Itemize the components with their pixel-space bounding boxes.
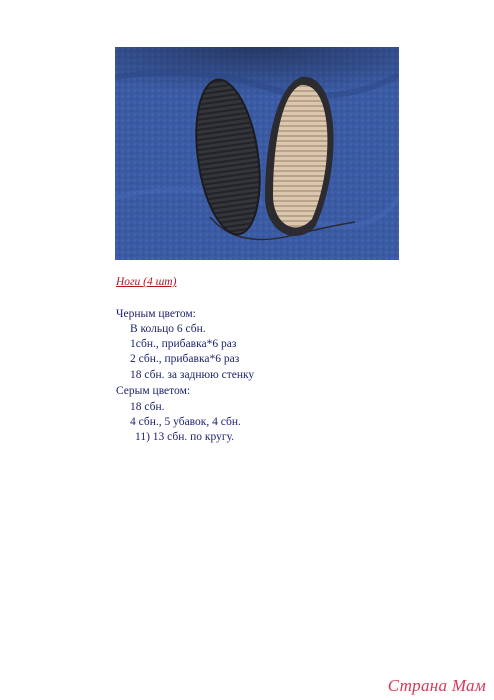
instruction-line: 18 сбн. за заднюю стенку xyxy=(130,369,255,381)
section-heading: Ноги (4 шт) xyxy=(116,276,177,288)
crochet-legs-photo xyxy=(115,47,399,260)
instruction-line: 11) 13 сбн. по кругу. xyxy=(135,431,235,443)
instruction-line: 18 сбн. xyxy=(130,401,165,413)
instruction-line: Серым цветом: xyxy=(116,385,191,397)
instruction-line: Черным цветом: xyxy=(116,308,196,320)
photo-graphic xyxy=(115,47,399,260)
instruction-line: 2 сбн., прибавка*6 раз xyxy=(130,353,240,365)
instruction-line: В кольцо 6 сбн. xyxy=(130,323,206,335)
instruction-line: 1сбн., прибавка*6 раз xyxy=(130,338,237,350)
site-watermark: Страна Мам xyxy=(387,676,486,695)
instruction-line: 4 сбн., 5 убавок, 4 сбн. xyxy=(130,416,241,428)
